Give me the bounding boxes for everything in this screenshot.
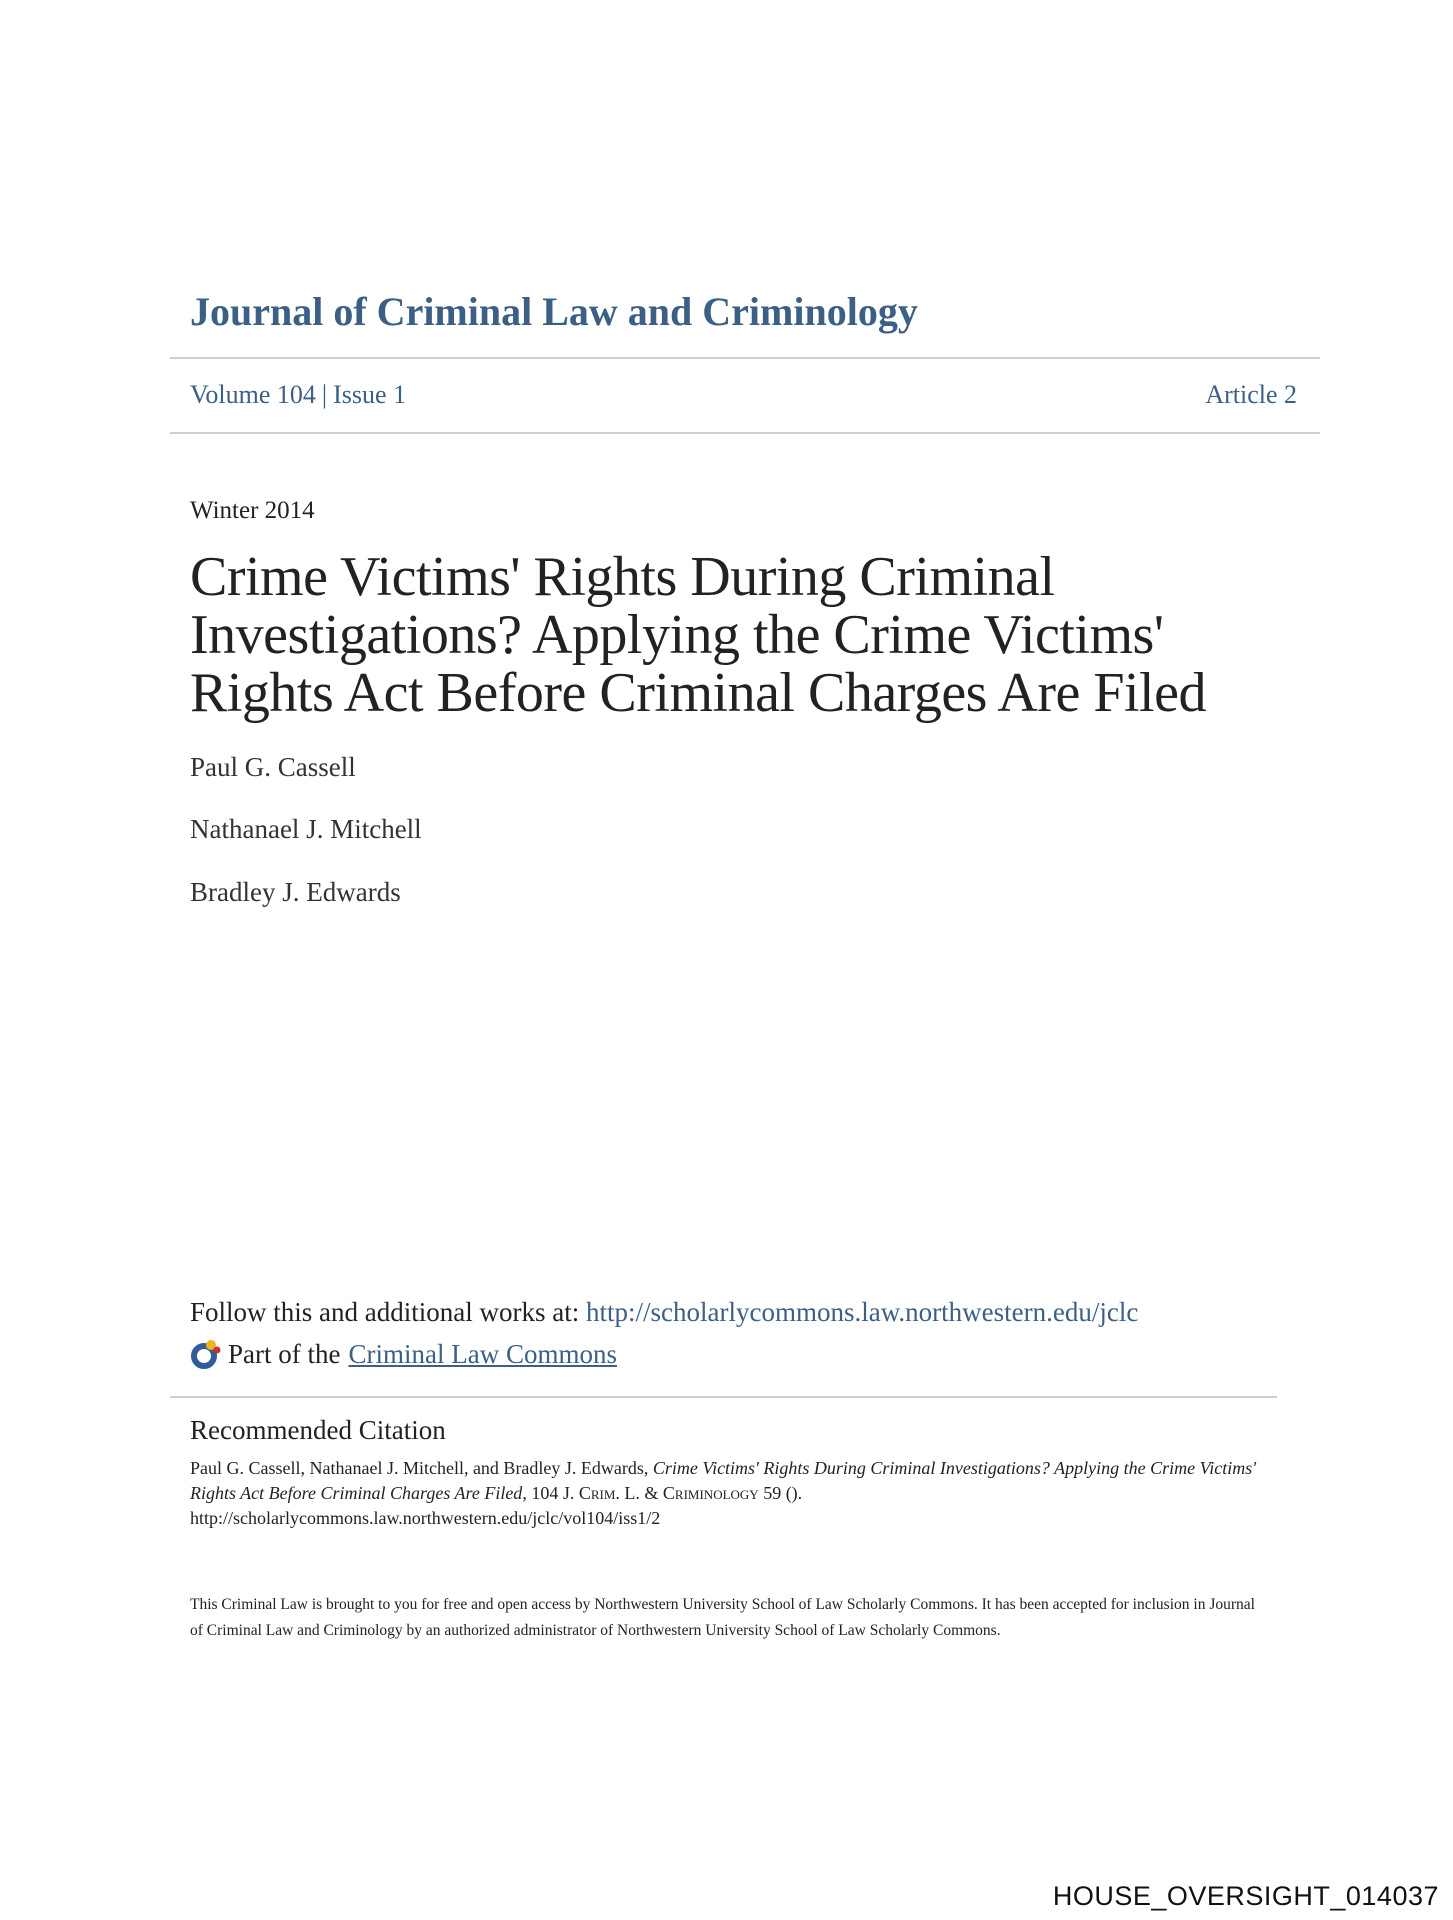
header-bottom-rule <box>170 432 1320 434</box>
bates-number: HOUSE_OVERSIGHT_014037 <box>1052 1881 1439 1911</box>
author-name: Paul G. Cassell <box>190 752 356 782</box>
citation-volume: , 104 J. <box>522 1483 575 1503</box>
journal-title: Journal of Criminal Law and Criminology <box>190 289 918 334</box>
citation-url: http://scholarlycommons.law.northwestern.edu/jclc/vol104/iss1/2 <box>190 1508 661 1528</box>
citation-title: Crime Victims' Rights During Criminal Investigations? Applying the Crime Victims' Rights Act Before Criminal Charges Are Filed <box>190 1458 1257 1503</box>
citation-text <box>190 1456 1270 1531</box>
follow-prefix: Follow this and additional works at: <box>190 1297 580 1327</box>
criminal-law-commons-link[interactable]: Criminal Law Commons <box>348 1338 617 1369</box>
author-name: Nathanael J. Mitchell <box>190 814 422 844</box>
publication-season: Winter 2014 <box>190 497 315 524</box>
part-of-prefix: Part of the <box>228 1338 341 1369</box>
author-name: Bradley J. Edwards <box>190 877 401 907</box>
citation-journal-mid: L. & <box>624 1483 659 1503</box>
journal-url-link[interactable]: http://scholarlycommons.law.northwestern.edu/jclc <box>585 1297 1139 1327</box>
access-notice: This Criminal Law is brought to you for free and open access by Northwestern University School of Law Scholarly Commons. It has been accepted for inclusion in Journal of Criminal Law and Criminology by an authorized administrator of Northwestern University School of Law Scholarly Commons. <box>190 1596 1255 1639</box>
citation-rule <box>170 1396 1277 1398</box>
article-number: Article 2 <box>1205 380 1297 409</box>
issue-link[interactable]: Issue 1 <box>333 380 407 409</box>
volume-link[interactable]: Volume 104 <box>190 380 316 409</box>
part-of-line <box>190 1338 617 1370</box>
volume-issue-separator: | <box>321 380 328 409</box>
citation-page: 59 (). <box>763 1483 803 1503</box>
recommended-citation-heading: Recommended Citation <box>190 1415 446 1445</box>
follow-line <box>190 1297 1138 1328</box>
volume-issue-line <box>190 380 406 410</box>
article-title: Crime Victims' Rights During Criminal Investigations? Applying the Crime Victims' Rights Act Before Criminal Charges Are Filed <box>190 546 1206 724</box>
bepress-commons-icon <box>190 1338 222 1370</box>
citation-journal-abbrev-2: Criminology <box>662 1483 759 1503</box>
citation-authors: Paul G. Cassell, Nathanael J. Mitchell, and Bradley J. Edwards, <box>190 1458 649 1478</box>
header-top-rule <box>170 357 1320 359</box>
citation-journal-abbrev-1: Crim. <box>578 1483 620 1503</box>
